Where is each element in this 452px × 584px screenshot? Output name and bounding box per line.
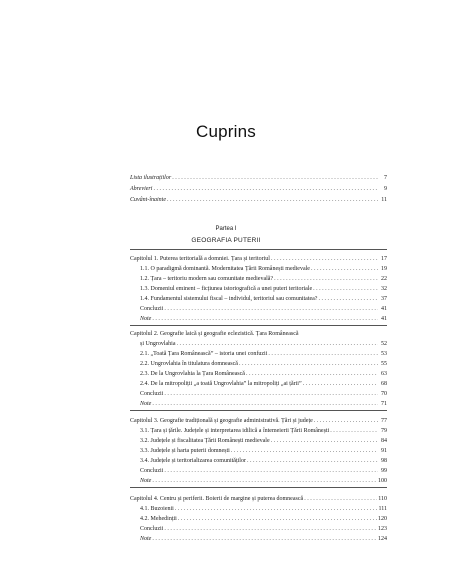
page-title: Cuprins (196, 122, 256, 141)
leader-dots (177, 340, 379, 348)
toc-entry-page: 17 (381, 256, 387, 262)
toc-entry-page: 77 (381, 418, 387, 424)
toc-section[interactable] (140, 467, 387, 475)
leader-dots (246, 370, 378, 378)
toc-section[interactable] (140, 437, 387, 445)
toc-section[interactable] (140, 447, 387, 455)
toc-entry-page: 70 (381, 391, 387, 397)
toc-entry-label: Cuvânt-înainte (130, 197, 166, 203)
toc-entry-label: și Ungrovlahia (140, 341, 176, 347)
toc-entry-page: 41 (381, 306, 387, 312)
leader-dots (231, 447, 378, 455)
toc-entry-label: Capitolul 2. Geografie laică și geografie eclezistică. Țara Românească (130, 331, 299, 337)
leader-dots (313, 285, 378, 293)
toc-chapter-3[interactable] (130, 417, 387, 425)
leader-dots (303, 380, 378, 388)
leader-dots (330, 427, 378, 435)
leader-dots (304, 495, 377, 503)
divider (130, 410, 387, 411)
leader-dots (271, 437, 378, 445)
toc-entry-label: 3.2. Județele și fiscalitatea Țării Românești medievale (140, 438, 270, 444)
toc-entry-page: 41 (381, 316, 387, 322)
toc-entry-label: Concluzii (140, 468, 164, 474)
toc-section[interactable] (140, 525, 387, 533)
toc-section[interactable] (140, 427, 387, 435)
leader-dots (239, 360, 378, 368)
toc-entry-label: 2.2. Ungrovlahia în titulatura domnească (140, 361, 238, 367)
toc-entry-page: 99 (381, 468, 387, 474)
toc-entry-label: Concluzii (140, 306, 164, 312)
toc-section[interactable] (140, 360, 387, 368)
leader-dots (274, 275, 378, 283)
part-number: Partea I (215, 226, 237, 232)
divider (130, 249, 387, 250)
divider (130, 325, 387, 326)
toc-entry-page: 55 (381, 361, 387, 367)
toc-entry-label: Capitolul 4. Centru și periferii. Boierii de margine și puterea domnească (130, 496, 304, 502)
toc-entry-page: 9 (384, 186, 387, 192)
toc-section[interactable] (140, 285, 387, 293)
toc-entry-page: 22 (381, 276, 387, 282)
toc-entry-label: 4.1. Buzoienii (140, 506, 174, 512)
toc-section[interactable] (140, 305, 387, 313)
leader-dots (271, 255, 378, 263)
divider (130, 487, 387, 488)
toc-entry-label: Note (140, 401, 152, 407)
leader-dots (152, 400, 378, 408)
toc-entry-page: 11 (381, 197, 387, 203)
toc-entry-page: 110 (378, 496, 387, 502)
leader-dots (318, 295, 378, 303)
toc-entry-label: 2.1. „Toată Țara Românească” – istoria unei confuzii (140, 351, 268, 357)
toc-section[interactable] (140, 457, 387, 465)
toc-entry-label: 3.1. Țara și țările. Județele și interpretarea idilică a întemeierii Țării Românești (140, 428, 330, 434)
toc-entry-label: Lista ilustrațiilor (130, 175, 172, 181)
toc-section[interactable] (140, 535, 387, 543)
toc-section[interactable] (140, 265, 387, 273)
toc-entry-label: Concluzii (140, 391, 164, 397)
leader-dots (175, 505, 378, 513)
toc-entry-page: 91 (381, 448, 387, 454)
toc-section[interactable] (140, 400, 387, 408)
toc-chapter-2[interactable] (130, 330, 387, 338)
toc-entry-page: 100 (378, 478, 387, 484)
toc-entry-page: 32 (381, 286, 387, 292)
toc-entry-page: 84 (381, 438, 387, 444)
toc-entry-label: 2.3. De la Ungrovlahia la Țara Românească (140, 371, 245, 377)
leader-dots (164, 390, 378, 398)
toc-entry-abbreviations[interactable] (130, 185, 387, 193)
toc-section[interactable] (140, 295, 387, 303)
toc-entry-label: Note (140, 316, 152, 322)
leader-dots (152, 315, 378, 323)
toc-entry-page: 52 (381, 341, 387, 347)
toc-entry-page: 19 (381, 266, 387, 272)
part-name: GEOGRAFIA PUTERII (191, 237, 261, 244)
toc-entry-page: 71 (381, 401, 387, 407)
toc-entry-foreword[interactable] (130, 196, 387, 204)
leader-dots (167, 196, 378, 204)
leader-dots (172, 174, 378, 182)
toc-entry-illustrations[interactable] (130, 174, 387, 182)
leader-dots (164, 525, 377, 533)
toc-entry-label: 3.3. Județele și harta puterii domnești (140, 448, 230, 454)
toc-entry-label: 1.4. Fundamentul sistemului fiscal – individul, teritoriul sau comunitatea? (140, 296, 318, 302)
toc-entry-label: Concluzii (140, 526, 164, 532)
toc-entry-label: Note (140, 536, 152, 542)
toc-section[interactable] (140, 380, 387, 388)
leader-dots (152, 535, 377, 543)
toc-entry-label: Capitolul 3. Geografie tradițională și geografie administrativă. Țări și județe (130, 418, 313, 424)
toc-entry-label: 4.2. Mehedinții (140, 516, 177, 522)
leader-dots (247, 457, 378, 465)
toc-entry-page: 63 (381, 371, 387, 377)
toc-entry-page: 79 (381, 428, 387, 434)
leader-dots (178, 515, 377, 523)
toc-entry-page: 68 (381, 381, 387, 387)
toc-entry-label: 1.1. O paradigmă dominantă. Modernitatea Țării Românești medievale (140, 266, 310, 272)
toc-entry-page: 98 (381, 458, 387, 464)
toc-section[interactable] (140, 315, 387, 323)
leader-dots (164, 467, 378, 475)
toc-chapter-1[interactable] (130, 255, 387, 263)
toc-section[interactable] (140, 477, 387, 485)
toc-entry-page: 120 (378, 516, 387, 522)
leader-dots (153, 185, 378, 193)
toc-entry-label: 1.3. Domeniul eminent – ficțiunea istoriografică a unei puteri teritoriale (140, 286, 313, 292)
toc-section[interactable] (140, 390, 387, 398)
toc-entry-label: Capitolul 1. Puterea teritorială a domniei. Țara și teritoriul (130, 256, 270, 262)
leader-dots (314, 417, 378, 425)
toc-entry-page: 111 (378, 506, 387, 512)
leader-dots (311, 265, 378, 273)
toc-entry-page: 123 (378, 526, 387, 532)
toc-entry-label: Abrevieri (130, 186, 153, 192)
toc-section[interactable] (140, 515, 387, 523)
toc-entry-page: 124 (378, 536, 387, 542)
toc-entry-label: Note (140, 478, 152, 484)
toc-chapter-4[interactable] (130, 495, 387, 503)
leader-dots (152, 477, 377, 485)
toc-entry-label: 1.2. Țara – teritoriu modern sau comunitate medievală? (140, 276, 274, 282)
leader-dots (268, 350, 378, 358)
toc-entry-label: 2.4. De la mitropoliții „a toată Ungrovlahia” la mitropoliți „ai țării” (140, 381, 302, 387)
leader-dots (164, 305, 378, 313)
toc-section[interactable] (140, 505, 387, 513)
toc-section[interactable] (140, 275, 387, 283)
toc-section[interactable] (140, 350, 387, 358)
toc-entry-page: 53 (381, 351, 387, 357)
toc-chapter-2-cont[interactable] (130, 340, 387, 348)
toc-entry-page: 37 (381, 296, 387, 302)
toc-entry-page: 7 (384, 175, 387, 181)
toc-section[interactable] (140, 370, 387, 378)
toc-entry-label: 3.4. Județele și teritorializarea comunităților (140, 458, 246, 464)
